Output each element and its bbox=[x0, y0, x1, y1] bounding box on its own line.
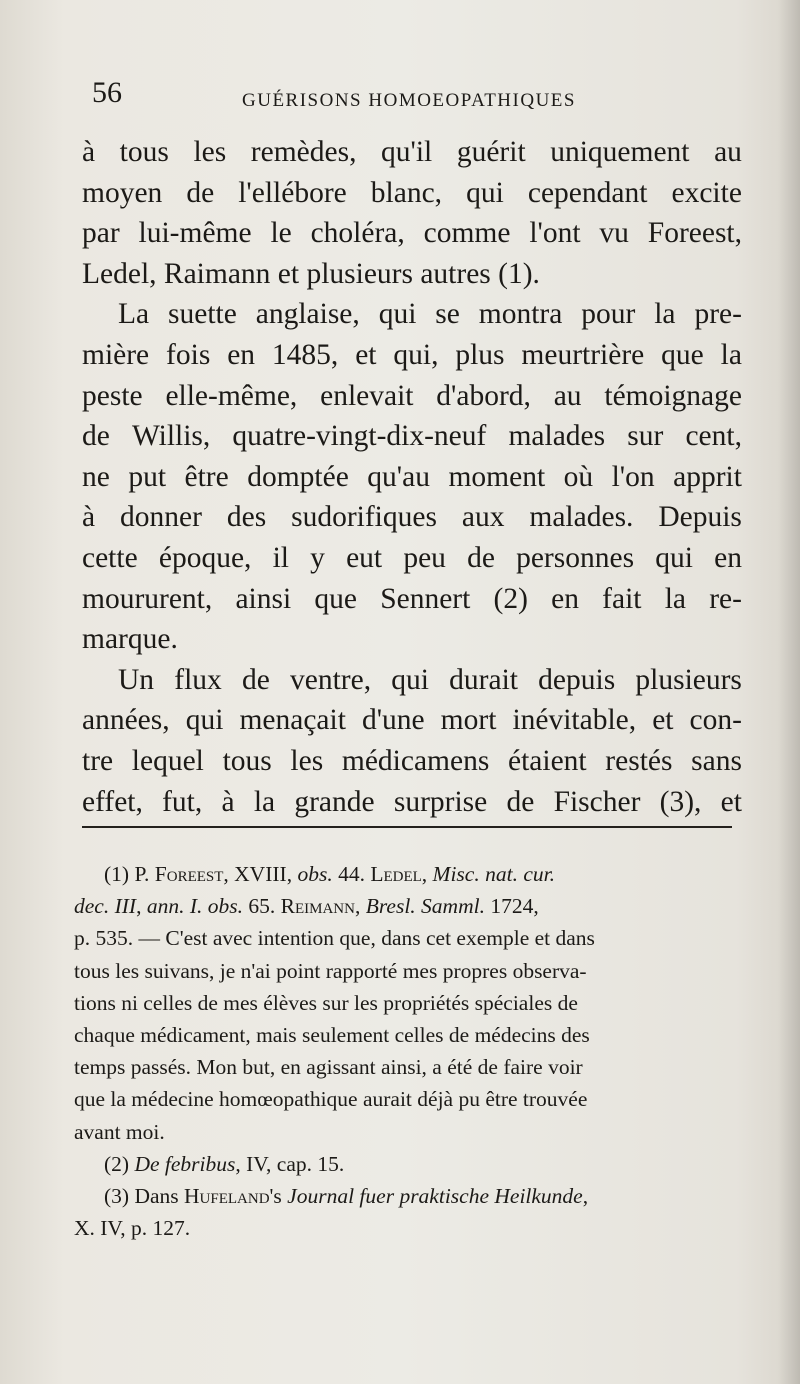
word: où bbox=[563, 460, 594, 493]
word: de bbox=[241, 663, 270, 696]
word: put bbox=[128, 460, 167, 493]
text-line: Ledel, Raimann et plusieurs autres (1). bbox=[82, 257, 540, 290]
author-name: Ledel bbox=[370, 862, 422, 886]
word: l'ellébore bbox=[238, 176, 347, 209]
footnote-1-line: tions ni celles de mes élèves sur les propriétés spéciales de bbox=[74, 990, 578, 1015]
footnote-1-line bbox=[74, 890, 738, 922]
word: les bbox=[193, 136, 227, 168]
word: tous bbox=[222, 744, 272, 777]
word: inévitable, bbox=[512, 704, 637, 737]
footnote-1-line: chaque médicament, mais seulement celles de médecins des bbox=[74, 1022, 590, 1047]
footnote-text: , IV, cap. 15. bbox=[235, 1151, 345, 1176]
word: mort bbox=[440, 704, 497, 737]
word: la bbox=[654, 298, 676, 331]
word: peste bbox=[82, 379, 143, 412]
word: lequel bbox=[131, 744, 204, 777]
word: Willis, bbox=[131, 420, 211, 453]
word: être bbox=[184, 460, 229, 493]
word: qui bbox=[655, 541, 693, 574]
text-line bbox=[82, 700, 742, 741]
word: d'abord, bbox=[436, 379, 531, 412]
word: qui bbox=[391, 663, 429, 696]
word: donner bbox=[120, 501, 202, 534]
word: sans bbox=[691, 744, 742, 777]
page-header bbox=[92, 76, 732, 116]
footnote-1-line bbox=[74, 858, 738, 890]
word: moururent, bbox=[82, 582, 213, 615]
text-line bbox=[82, 579, 742, 620]
word: aux bbox=[461, 501, 505, 534]
word: domptée bbox=[247, 460, 349, 493]
word: étaient bbox=[508, 744, 587, 777]
word: excite bbox=[671, 176, 742, 209]
word: elle-même, bbox=[165, 379, 298, 412]
footnote-italic: obs. bbox=[297, 862, 333, 886]
page-number: 56 bbox=[92, 76, 122, 109]
text-line bbox=[82, 782, 742, 823]
word: Sennert bbox=[380, 582, 471, 615]
word: personnes bbox=[516, 541, 635, 574]
word: de bbox=[82, 420, 110, 453]
word: choléra, bbox=[310, 217, 405, 250]
word: remèdes, bbox=[250, 136, 357, 168]
text-line bbox=[82, 457, 742, 498]
paragraph-start-line bbox=[82, 660, 742, 701]
word: (2) bbox=[493, 582, 528, 615]
footnote-1-line: avant moi. bbox=[74, 1119, 165, 1144]
word: plus bbox=[455, 338, 505, 371]
author-name: Reimann bbox=[280, 894, 355, 919]
word: pre- bbox=[694, 298, 742, 331]
word: meurtrière bbox=[521, 338, 645, 371]
word: l'on bbox=[611, 460, 655, 493]
word: d'une bbox=[361, 704, 425, 737]
word: ne bbox=[82, 460, 110, 493]
text-line bbox=[82, 173, 742, 214]
footnote-text: (2) bbox=[104, 1151, 135, 1176]
word: Fischer bbox=[553, 785, 641, 818]
footnote-italic: Journal fuer praktische Heilkunde bbox=[287, 1183, 583, 1208]
word: des bbox=[226, 501, 267, 534]
word: se bbox=[435, 298, 460, 331]
word: la bbox=[720, 338, 742, 371]
word: au bbox=[553, 379, 582, 412]
word: menaçait bbox=[239, 704, 346, 737]
text-line bbox=[82, 741, 742, 782]
word: surprise bbox=[393, 785, 488, 818]
word: apprit bbox=[673, 460, 742, 493]
word: guérit bbox=[456, 136, 526, 168]
word: la bbox=[253, 785, 276, 818]
word: et bbox=[652, 704, 674, 737]
word: blanc, bbox=[370, 176, 443, 209]
footnote-1-line: temps passés. Mon but, en agissant ainsi, a été de faire voir bbox=[74, 1055, 583, 1080]
word: durait bbox=[449, 663, 518, 696]
word: moment bbox=[448, 460, 546, 493]
word: Un bbox=[118, 663, 155, 696]
text-line bbox=[82, 376, 742, 417]
word: uniquement bbox=[550, 136, 690, 168]
word: enlevait bbox=[320, 379, 414, 412]
footnote-italic: dec. III bbox=[74, 894, 137, 919]
word: comme bbox=[423, 217, 511, 250]
footnote-1-line: que la médecine homœopathique aurait déjà pu être trouvée bbox=[74, 1087, 588, 1112]
footnote-divider bbox=[82, 826, 732, 828]
word: depuis bbox=[538, 663, 616, 696]
word: à bbox=[82, 136, 96, 168]
text-line bbox=[82, 132, 742, 173]
word: montra bbox=[478, 298, 563, 331]
word: fois bbox=[166, 338, 211, 371]
text-line bbox=[82, 213, 742, 254]
footnote-text: , bbox=[354, 894, 366, 919]
word: cette bbox=[82, 541, 138, 574]
word: flux bbox=[174, 663, 222, 696]
word: fut, bbox=[162, 785, 203, 818]
footnote-text: (1) P. bbox=[104, 862, 155, 886]
word: quatre-vingt-dix-neuf bbox=[232, 420, 487, 453]
footnote-3-line: X. IV, p. 127. bbox=[74, 1216, 191, 1241]
word: restés bbox=[605, 744, 673, 777]
word: l'ont bbox=[529, 217, 581, 250]
text-line bbox=[82, 538, 742, 579]
word: Depuis bbox=[658, 501, 742, 534]
word: grande bbox=[294, 785, 375, 818]
word: il bbox=[272, 541, 289, 574]
word: ainsi bbox=[235, 582, 292, 615]
footnote-3-line bbox=[74, 1180, 738, 1212]
word: sur bbox=[627, 420, 664, 453]
footnote-2 bbox=[74, 1148, 738, 1180]
word: cent, bbox=[685, 420, 742, 453]
body-text bbox=[82, 132, 742, 822]
word: qu'il bbox=[381, 136, 433, 168]
text-line bbox=[82, 416, 742, 457]
word: malades bbox=[508, 420, 606, 453]
word: au bbox=[714, 136, 742, 168]
footnote-italic: De febribus bbox=[134, 1151, 236, 1176]
word: qu'au bbox=[367, 460, 430, 493]
word: plusieurs bbox=[635, 663, 742, 696]
footnote-text: 1724, bbox=[484, 894, 539, 919]
text-line bbox=[82, 497, 742, 538]
page-edge-shadow bbox=[778, 0, 800, 1384]
footnote-text: , bbox=[421, 862, 433, 886]
footnotes bbox=[74, 858, 738, 1244]
footnote-italic: ann. I. obs. bbox=[146, 894, 243, 919]
word: années, bbox=[82, 704, 170, 737]
footnote-text: 's bbox=[269, 1183, 288, 1208]
text-line: marque. bbox=[82, 623, 178, 656]
word: cependant bbox=[527, 176, 648, 209]
word: mière bbox=[82, 338, 150, 371]
footnote-text: 65. bbox=[242, 894, 281, 919]
word: les bbox=[290, 744, 324, 777]
word: peu bbox=[403, 541, 446, 574]
word: Foreest, bbox=[647, 217, 742, 250]
word: témoignage bbox=[604, 379, 742, 412]
footnote-text: , bbox=[136, 894, 147, 919]
running-title: GUÉRISONS HOMOEOPATHIQUES bbox=[242, 90, 576, 111]
word: de bbox=[506, 785, 535, 818]
word: époque, bbox=[158, 541, 252, 574]
footnote-text: , XVIII, bbox=[223, 862, 298, 886]
word: qui bbox=[466, 176, 504, 209]
word: La bbox=[118, 298, 150, 331]
word: par bbox=[82, 217, 120, 250]
word: (3), bbox=[659, 785, 702, 818]
paragraph-start-line bbox=[82, 294, 742, 335]
footnote-text: (3) Dans bbox=[104, 1183, 185, 1208]
word: de bbox=[467, 541, 495, 574]
word: le bbox=[270, 217, 292, 250]
footnote-1-line: p. 535. — C'est avec intention que, dans cet exemple et dans bbox=[74, 926, 595, 951]
word: qui bbox=[378, 298, 417, 331]
word: à bbox=[82, 501, 96, 534]
word: qui, bbox=[393, 338, 439, 371]
footnote-italic: Bresl. Samml. bbox=[365, 894, 485, 919]
footnote-italic: Misc. nat. cur. bbox=[432, 862, 555, 886]
footnote-1-line: tous les suivans, je n'ai point rapporté mes propres observa- bbox=[74, 958, 587, 983]
word: effet, bbox=[82, 785, 143, 818]
word: en bbox=[551, 582, 579, 615]
word: que bbox=[661, 338, 704, 371]
footnote-text: 44. bbox=[332, 862, 371, 886]
word: lui-même bbox=[138, 217, 252, 250]
word: y bbox=[310, 541, 325, 574]
author-name: Foreest bbox=[154, 862, 224, 886]
word: moyen bbox=[82, 176, 163, 209]
word: anglaise, bbox=[255, 298, 360, 331]
word: de bbox=[186, 176, 215, 209]
word: suette bbox=[168, 298, 237, 331]
word: con- bbox=[689, 704, 742, 737]
word: fait bbox=[602, 582, 642, 615]
word: malades. bbox=[529, 501, 634, 534]
word: et bbox=[720, 785, 742, 818]
word: en bbox=[227, 338, 256, 371]
word: eut bbox=[346, 541, 383, 574]
word: à bbox=[221, 785, 235, 818]
word: que bbox=[314, 582, 357, 615]
word: en bbox=[714, 541, 742, 574]
text-line bbox=[82, 335, 742, 376]
author-name: Hufeland bbox=[184, 1183, 270, 1208]
word: qui bbox=[185, 704, 224, 737]
word: sudorifiques bbox=[291, 501, 437, 534]
word: re- bbox=[709, 582, 742, 615]
word: tous bbox=[119, 136, 169, 168]
word: et bbox=[355, 338, 377, 371]
word: 1485, bbox=[271, 338, 339, 371]
word: pour bbox=[581, 298, 636, 331]
word: tre bbox=[82, 744, 114, 777]
footnote-text: , bbox=[582, 1183, 589, 1208]
word: médicamens bbox=[341, 744, 490, 777]
word: ventre, bbox=[290, 663, 372, 696]
word: la bbox=[664, 582, 686, 615]
word: vu bbox=[599, 217, 629, 250]
